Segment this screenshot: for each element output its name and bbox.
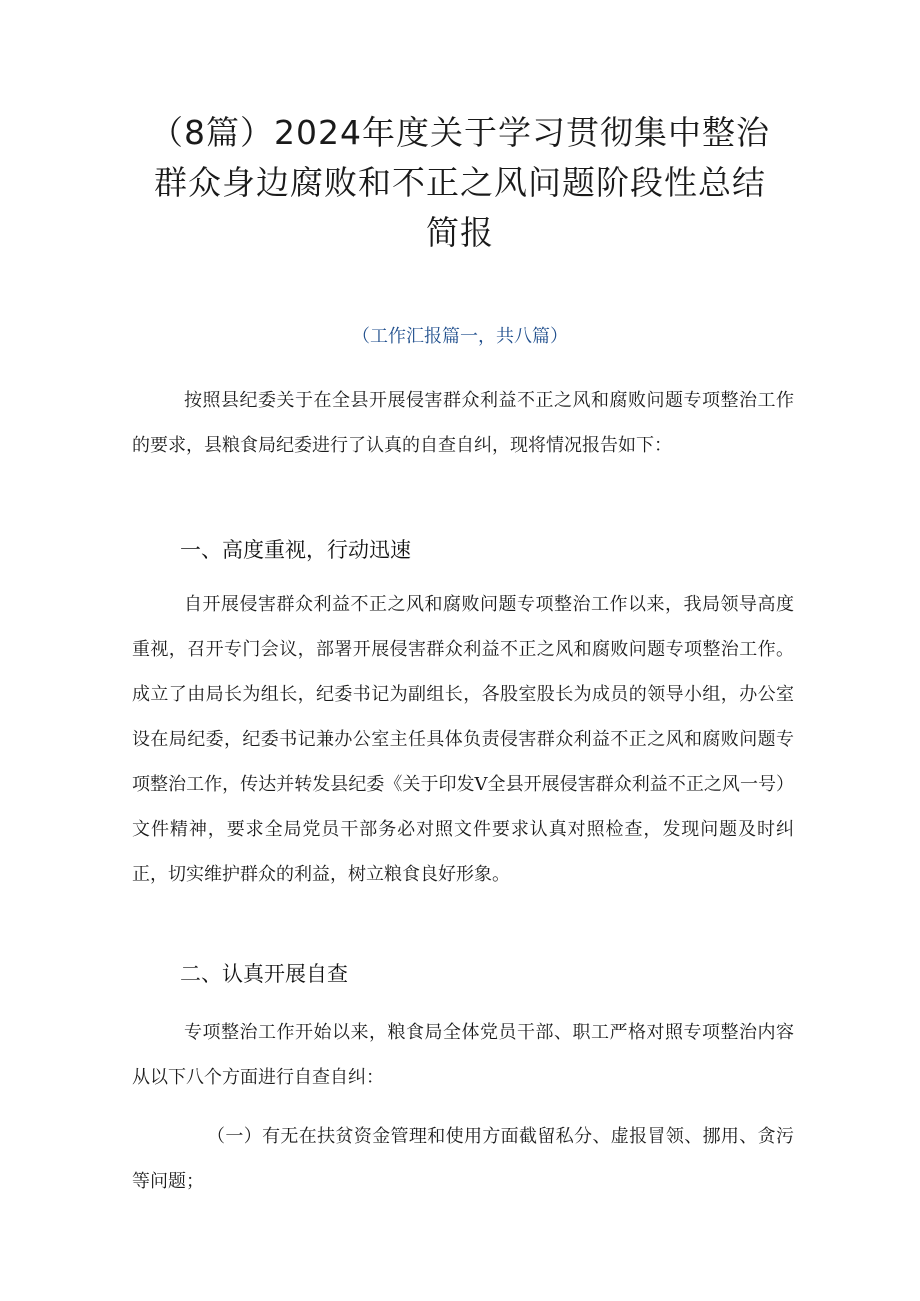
list-item: （一）有无在扶贫资金管理和使用方面截留私分、虚报冒领、挪用、贪污等问题； [132, 1126, 794, 1192]
section-heading-2: 二、认真开展自查 [180, 962, 348, 986]
document-title [130, 108, 790, 258]
title-line: 群众身边腐败和不正之风问题阶段性总结 [154, 163, 766, 202]
section-heading-1: 一、高度重视，行动迅速 [180, 538, 411, 562]
intro-paragraph: 按照县纪委关于在全县开展侵害群众利益不正之风和腐败问题专项整治工作的要求，县粮食局纪委进行了认真的自查自纠，现将情况报告如下： [132, 390, 794, 456]
title-line: 简报 [426, 213, 494, 252]
title-line: （8篇）2024年度关于学习贯彻集中整治 [150, 113, 770, 152]
section-body-2: 专项整治工作开始以来，粮食局全体党员干部、职工严格对照专项整治内容从以下八个方面进行自查自纠： [132, 1022, 794, 1088]
section-body-1: 自开展侵害群众利益不正之风和腐败问题专项整治工作以来，我局领导高度重视，召开专门会议，部署开展侵害群众利益不正之风和腐败问题专项整治工作。成立了由局长为组长，纪委书记为副组长，各股室股长为成员的领导小组，办公室设在局纪委，纪委书记兼办公室主任具体负责侵害群众利益不正之风和腐败问题专项整治工作，传达并转发县纪委《关于印发V全县开展侵害群众利益不正之风一号）文件精神，要求全局党员干部务必对照文件要求认真对照检查，发现问题及时纠正，切实维护群众的利益，树立粮食良好形象。 [132, 594, 794, 885]
document-subtitle: （工作汇报篇一，共八篇） [352, 326, 568, 347]
